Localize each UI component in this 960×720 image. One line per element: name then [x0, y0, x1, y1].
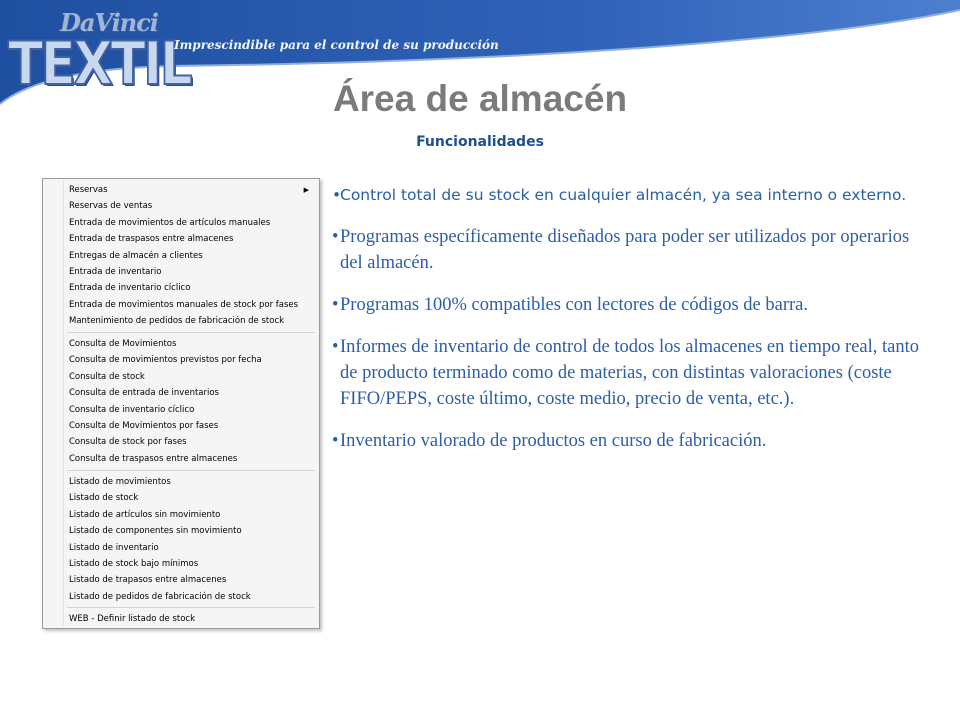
menu-item[interactable] [43, 369, 319, 385]
submenu-arrow-icon: ▶ [303, 186, 309, 194]
menu-item-label: Listado de stock [69, 493, 139, 504]
menu-item[interactable] [43, 313, 319, 329]
menu-group [43, 611, 319, 627]
menu-group [43, 182, 319, 330]
menu-item-label: Consulta de stock por fases [69, 437, 187, 448]
menu-item-label: Entrada de movimientos de artículos manuales [69, 217, 271, 228]
menu-item-label: Consulta de Movimientos por fases [69, 420, 219, 431]
menu-item-label: Listado de pedidos de fabricación de stock [69, 591, 251, 602]
menu-item[interactable] [43, 352, 319, 368]
menu-item[interactable] [43, 540, 319, 556]
menu-item-label: Consulta de inventario cíclico [69, 404, 195, 415]
logo-textil-text: TEXTIL [8, 29, 191, 99]
menu-item[interactable] [43, 556, 319, 572]
menu-item-label: Mantenimiento de pedidos de fabricación de stock [69, 316, 285, 327]
menu-separator [67, 607, 315, 608]
menu-item[interactable] [43, 490, 319, 506]
menu-item[interactable] [43, 507, 319, 523]
menu-item-label: Listado de inventario [69, 542, 159, 553]
menu-item-label: Listado de stock bajo mínimos [69, 558, 199, 569]
menu-item[interactable] [43, 572, 319, 588]
menu-item[interactable] [43, 451, 319, 467]
menu-item-label: Listado de trapasos entre almacenes [69, 575, 227, 586]
feature-item: • Informes de inventario de control de todos los almacenes en tiempo real, tanto de producto terminado como de materias, con distintas valoraciones (coste FIFO/PEPS, coste último, coste medio, precio de venta, etc.). [332, 334, 936, 412]
feature-list [332, 182, 936, 470]
menu-separator [67, 470, 315, 471]
menu-item-label: Reservas de ventas [69, 201, 153, 212]
feature-item: • Control total de su stock en cualquier almacén, ya sea interno o externo. [332, 182, 936, 208]
menu-item-label: Entrada de traspasos entre almacenes [69, 234, 234, 245]
menu-item-label: Consulta de Movimientos [69, 339, 177, 349]
menu-item-label: Entregas de almacén a clientes [69, 250, 203, 261]
menu-item-label: Entrada de inventario cíclico [69, 283, 191, 294]
page-title: Área de almacén [332, 78, 628, 119]
menu-item-label: Entrada de inventario [69, 266, 162, 277]
menu-item[interactable] [43, 523, 319, 539]
menu-item[interactable] [43, 231, 319, 247]
menu-item[interactable] [43, 589, 319, 605]
menu-group [43, 336, 319, 467]
menu-item-label: Consulta de movimientos previstos por fecha [69, 355, 262, 366]
warehouse-context-menu [42, 178, 320, 629]
menu-item-label: Consulta de traspasos entre almacenes [69, 453, 238, 464]
menu-item-label: Consulta de stock [69, 371, 145, 382]
feature-item: • Programas específicamente diseñados para poder ser utilizados por operarios del almacén. [332, 224, 936, 276]
menu-item-label: Listado de componentes sin movimiento [69, 526, 242, 537]
menu-item[interactable] [43, 215, 319, 231]
menu-item[interactable] [43, 182, 319, 198]
logo-davinci-text: DaVinci [60, 8, 158, 37]
menu-item[interactable] [43, 611, 319, 627]
menu-item-label: Listado de movimientos [69, 477, 171, 487]
menu-item[interactable] [43, 474, 319, 490]
menu-item[interactable] [43, 297, 319, 313]
menu-item[interactable] [43, 264, 319, 280]
menu-item-label: Entrada de movimientos manuales de stock por fases [69, 299, 299, 310]
menu-item[interactable] [43, 418, 319, 434]
menu-group [43, 474, 319, 605]
menu-item[interactable] [43, 402, 319, 418]
header-tagline: Imprescindible para el control de su producción [174, 38, 499, 52]
menu-separator [67, 332, 315, 333]
feature-item: • Programas 100% compatibles con lectores de códigos de barra. [332, 292, 936, 318]
menu-item[interactable] [43, 336, 319, 352]
menu-item[interactable] [43, 434, 319, 450]
menu-item-label: Listado de artículos sin movimiento [69, 509, 221, 520]
menu-item-label: WEB - Definir listado de stock [69, 614, 196, 624]
page-subtitle: Funcionalidades [416, 134, 544, 150]
menu-item-label: Reservas [69, 185, 108, 195]
menu-item[interactable] [43, 248, 319, 264]
menu-item[interactable] [43, 385, 319, 401]
menu-item[interactable] [43, 280, 319, 296]
menu-item[interactable] [43, 198, 319, 214]
menu-item-label: Consulta de entrada de inventarios [69, 388, 219, 399]
feature-item: • Inventario valorado de productos en curso de fabricación. [332, 428, 936, 454]
